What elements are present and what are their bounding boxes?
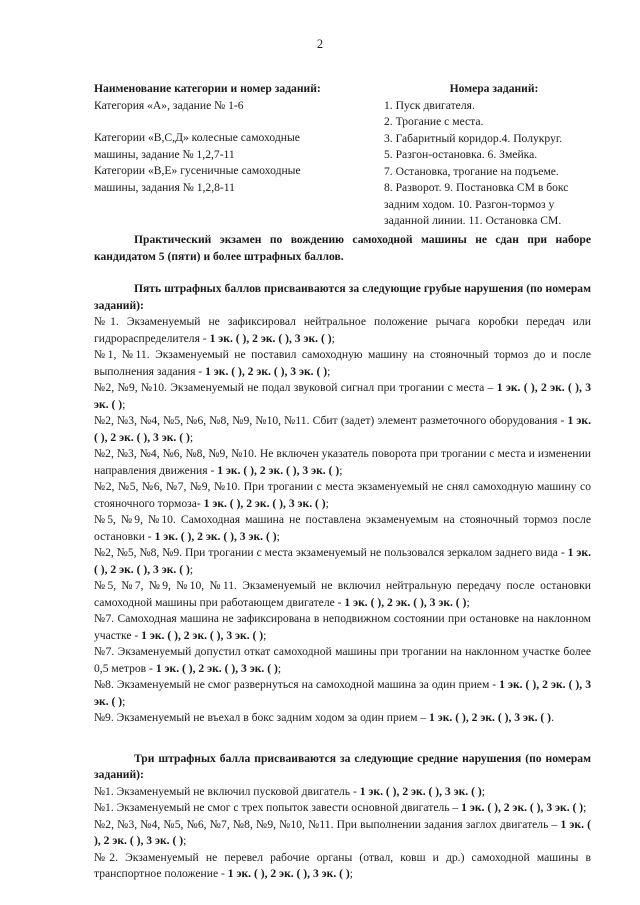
punctuation: ; <box>277 661 282 675</box>
violation-item <box>94 710 591 727</box>
document-body <box>94 232 591 883</box>
task-item: 3. Габаритный коридор.4. Полукруг. <box>384 131 563 145</box>
violation-text: №2, №5, №8, №9. При трогании с места экзаменуемый не пользовался зеркалом заднего вида - <box>94 546 568 559</box>
examiner-marks: 1 эк. ( ), 2 эк. ( ), 3 эк. ( ) <box>205 364 328 378</box>
punctuation: ; <box>122 694 126 708</box>
violation-item <box>94 578 591 611</box>
page-number: 2 <box>316 37 324 51</box>
violation-text: №1, №11. Экзаменуемый не поставил самоходную машину на стояночный тормоз до и после выполнения задания - <box>94 348 591 378</box>
task-item: 8. Разворот. 9. Постановка СМ в бокс задним ходом. 10. Разгон-тормоз у заданной линии. 11. Остановка СМ. <box>384 181 569 227</box>
violation-text: №2, №3, №4, №5, №6, №7, №8, №9, №10, №11. При выполнении задания заглох двигатель – <box>94 817 561 831</box>
violation-text: №5, №9, №10. Самоходная машина не поставлена экзаменуемым на стояночный тормоз после остановки - <box>94 513 591 543</box>
category-a: Категория «А», задание № 1-6 <box>94 98 244 112</box>
examiner-marks: 1 эк. ( ), 2 эк. ( ), 3 эк. ( ) <box>359 784 482 798</box>
violation-text: №9. Экзаменуемый не въехал в бокс задним ходом за один прием – <box>94 711 430 724</box>
violation-text: №1. Экзаменуемый не смог с трех попыток завести основной двигатель – <box>94 801 462 814</box>
section-three-points-title: Три штрафных балла присваиваются за следующие средние нарушения (по номерам заданий): <box>94 751 591 781</box>
violation-item <box>94 644 591 677</box>
punctuation: ; <box>276 529 280 543</box>
punctuation: ; <box>122 397 126 411</box>
punctuation: ; <box>325 496 329 510</box>
violation-item <box>94 850 591 883</box>
section-three-points-list <box>94 784 591 883</box>
examiner-marks: 1 эк. ( ), 2 эк. ( ), 3 эк. ( ) <box>155 661 278 675</box>
violation-item <box>94 545 591 578</box>
punctuation: ; <box>263 628 267 642</box>
violation-item <box>94 314 591 347</box>
examiner-marks: 1 эк. ( ), 2 эк. ( ), 3 эк. ( ) <box>203 496 326 510</box>
punctuation: ; <box>583 801 587 814</box>
violation-text: №7. Самоходная машина не зафиксирована в неподвижном состоянии при остановке на наклонном участке - <box>94 612 591 642</box>
right-header: Номера заданий: <box>449 82 539 95</box>
examiner-marks: 1 эк. ( ), 2 эк. ( ), 3 эк. ( ) <box>94 381 592 411</box>
examiner-marks: 1 эк. ( ), 2 эк. ( ), 3 эк. ( ) <box>217 463 340 477</box>
punctuation: ; <box>339 463 343 477</box>
examiner-marks: 1 эк. ( ), 2 эк. ( ), 3 эк. ( ) <box>141 628 264 642</box>
violation-text: №1. Экзаменуемый не включил пусковой двигатель - <box>94 784 360 798</box>
violation-item <box>94 784 591 801</box>
violation-text: №2, №9, №10. Экзаменуемый не подал звуковой сигнал при трогании с места – <box>94 381 497 394</box>
violation-item <box>94 347 591 380</box>
violation-text: №7. Экзаменуемый допустил откат самоходной машины при трогании на наклонном участке более 0,5 метров - <box>94 645 591 675</box>
violation-text: №2. Экзаменуемый не перевел рабочие органы (отвал, ковш и др.) самоходной машины в транспортное положение - <box>94 850 591 880</box>
task-item: 7. Остановка, трогание на подъеме. <box>384 164 559 178</box>
violation-item <box>94 479 591 512</box>
examiner-marks: 1 эк. ( ), 2 эк. ( ), 3 эк. ( ) <box>209 331 332 345</box>
examiner-marks: 1 эк. ( ), 2 эк. ( ), 3 эк. ( ) <box>94 817 591 847</box>
violation-text: №8. Экзаменуемый не смог развернуться на самоходной машина за один прием - <box>94 678 500 691</box>
punctuation: ; <box>327 364 331 378</box>
violation-item <box>94 800 591 817</box>
examiner-marks: 1 эк. ( ), 2 эк. ( ), 3 эк. ( ) <box>154 529 277 543</box>
left-header: Наименование категории и номер заданий: <box>94 82 321 95</box>
task-item: 1. Пуск двигателя. <box>384 98 475 112</box>
examiner-marks: 1 эк. ( ), 2 эк. ( ), 3 эк. ( ) <box>94 678 591 708</box>
punctuation: ; <box>189 562 194 576</box>
task-item: 5. Разгон-остановка. 6. Змейка. <box>384 148 538 161</box>
categories-column <box>94 81 374 196</box>
punctuation: ; <box>189 430 194 444</box>
examiner-marks: 1 эк. ( ), 2 эк. ( ), 3 эк. ( ) <box>94 414 591 444</box>
violation-text: №2, №3, №4, №6, №8, №9, №10. Не включен указатель поворота при трогании с места и изменении направления движения - <box>94 447 591 477</box>
category-bcd: Категории «В,С,Д» колесные самоходные машины, задание № 1,2,7-11 <box>94 131 300 161</box>
violation-item <box>94 677 591 710</box>
examiner-marks: 1 эк. ( ), 2 эк. ( ), 3 эк. ( ) <box>429 711 552 724</box>
task-item: 2. Трогание с места. <box>384 115 484 128</box>
punctuation: ; <box>331 331 335 345</box>
punctuation: ; <box>349 867 354 880</box>
category-be: Категории «В,Е» гусеничные самоходные машины, задания № 1,2,8-11 <box>94 164 301 194</box>
section-five-points-list <box>94 314 591 727</box>
violation-item <box>94 380 591 413</box>
examiner-marks: 1 эк. ( ), 2 эк. ( ), 3 эк. ( ) <box>344 595 467 609</box>
punctuation: ; <box>183 834 187 847</box>
violation-item <box>94 446 591 479</box>
fail-note: Практический экзамен по вождению самоходной машины не сдан при наборе кандидатом 5 (пяти) и более штрафных баллов. <box>94 233 591 263</box>
violation-text: №5, №7, №9, №10, №11. Экзаменуемый не включил нейтральную передачу после остановки самоходной машины при работающем двигателе - <box>94 579 591 609</box>
punctuation: . <box>551 711 554 724</box>
section-five-points-title: Пять штрафных баллов присваиваются за следующие грубые нарушения (по номерам заданий): <box>94 282 591 312</box>
violation-item <box>94 413 591 446</box>
violation-item <box>94 512 591 545</box>
tasks-column <box>384 81 604 230</box>
examiner-marks: 1 эк. ( ), 2 эк. ( ), 3 эк. ( ) <box>227 867 350 880</box>
examiner-marks: 1 эк. ( ), 2 эк. ( ), 3 эк. ( ) <box>461 801 584 814</box>
violation-text: №1. Экзаменуемый не зафиксировал нейтральное положение рычага коробки передач или гидрораспределителя - <box>94 315 591 345</box>
examiner-marks: 1 эк. ( ), 2 эк. ( ), 3 эк. ( ) <box>94 546 591 576</box>
violation-item <box>94 817 591 850</box>
punctuation: ; <box>481 784 485 798</box>
violation-text: №2, №5, №6, №7, №9, №10. При трогании с места экзаменуемый не снял самоходную машину со стояночного тормоза- <box>94 480 591 510</box>
punctuation: ; <box>466 595 470 609</box>
violation-item <box>94 611 591 644</box>
violation-text: №2, №3, №4, №5, №6, №8, №9, №10, №11. Сбит (задет) элемент разметочного оборудования - <box>94 414 568 427</box>
